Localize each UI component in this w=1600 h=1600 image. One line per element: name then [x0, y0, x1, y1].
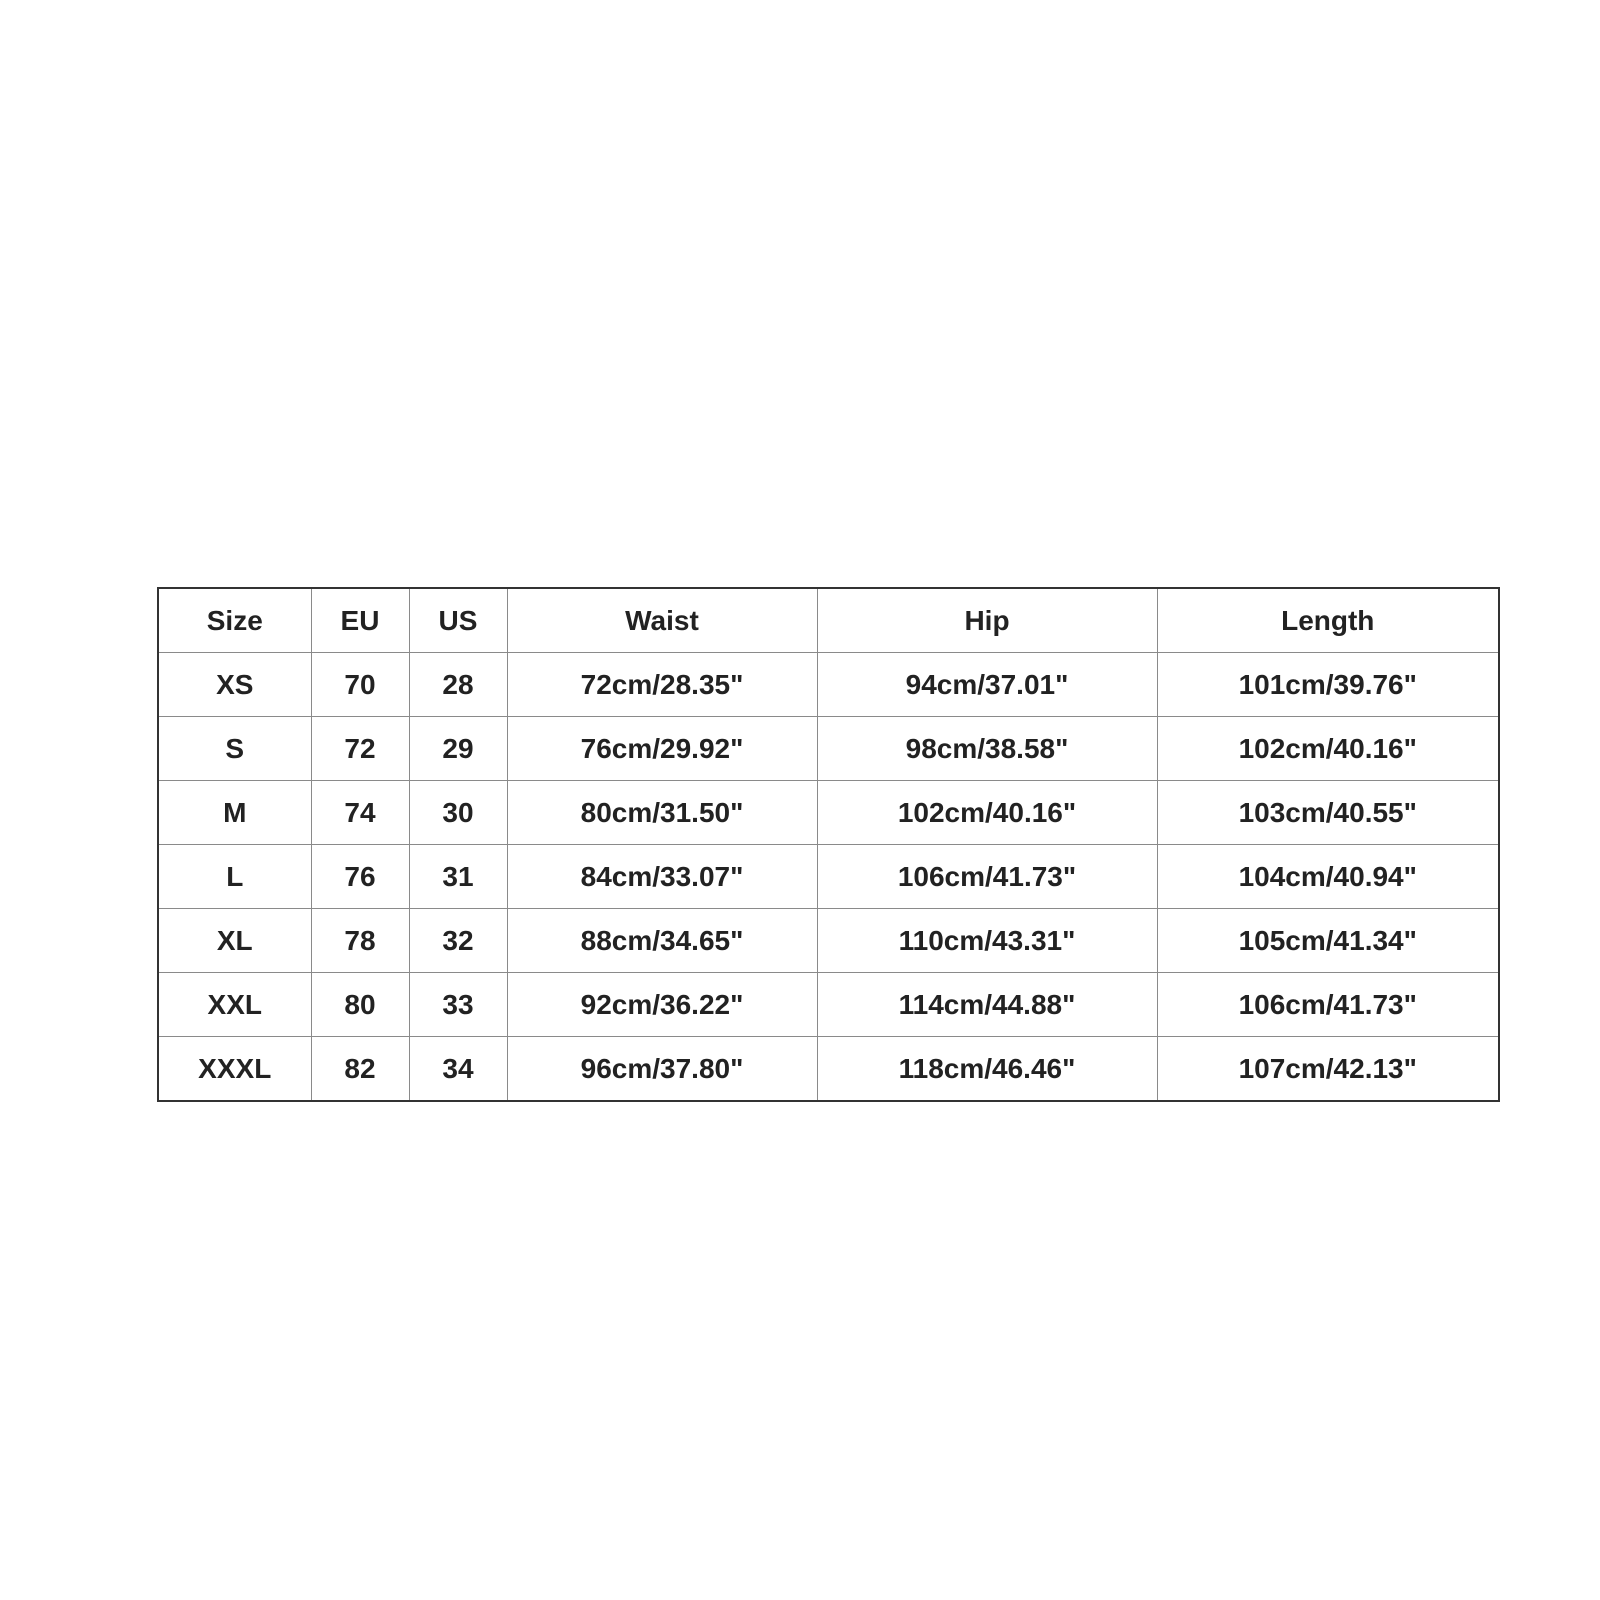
cell-length: 107cm/42.13" — [1157, 1037, 1499, 1102]
cell-waist: 80cm/31.50" — [507, 781, 817, 845]
cell-eu: 78 — [311, 909, 409, 973]
table-row — [158, 973, 1499, 1037]
cell-hip: 114cm/44.88" — [817, 973, 1157, 1037]
header-row — [158, 588, 1499, 653]
cell-eu: 80 — [311, 973, 409, 1037]
cell-eu: 70 — [311, 653, 409, 717]
cell-size: XL — [158, 909, 311, 973]
cell-waist: 84cm/33.07" — [507, 845, 817, 909]
cell-waist: 72cm/28.35" — [507, 653, 817, 717]
cell-us: 31 — [409, 845, 507, 909]
cell-us: 30 — [409, 781, 507, 845]
cell-us: 28 — [409, 653, 507, 717]
cell-eu: 72 — [311, 717, 409, 781]
table-row — [158, 909, 1499, 973]
cell-size: XXL — [158, 973, 311, 1037]
header-us: US — [409, 588, 507, 653]
cell-waist: 96cm/37.80" — [507, 1037, 817, 1102]
cell-us: 32 — [409, 909, 507, 973]
cell-us: 34 — [409, 1037, 507, 1102]
table-row — [158, 653, 1499, 717]
cell-size: S — [158, 717, 311, 781]
size-chart-table — [157, 587, 1500, 1102]
cell-hip: 110cm/43.31" — [817, 909, 1157, 973]
cell-eu: 82 — [311, 1037, 409, 1102]
header-eu: EU — [311, 588, 409, 653]
cell-size: L — [158, 845, 311, 909]
cell-length: 101cm/39.76" — [1157, 653, 1499, 717]
cell-waist: 88cm/34.65" — [507, 909, 817, 973]
cell-size: M — [158, 781, 311, 845]
cell-hip: 102cm/40.16" — [817, 781, 1157, 845]
cell-size: XXXL — [158, 1037, 311, 1102]
cell-hip: 106cm/41.73" — [817, 845, 1157, 909]
cell-waist: 76cm/29.92" — [507, 717, 817, 781]
cell-hip: 94cm/37.01" — [817, 653, 1157, 717]
header-hip: Hip — [817, 588, 1157, 653]
cell-eu: 74 — [311, 781, 409, 845]
cell-size: XS — [158, 653, 311, 717]
cell-length: 104cm/40.94" — [1157, 845, 1499, 909]
table-row — [158, 781, 1499, 845]
header-size: Size — [158, 588, 311, 653]
cell-eu: 76 — [311, 845, 409, 909]
cell-us: 29 — [409, 717, 507, 781]
table-row — [158, 1037, 1499, 1102]
cell-length: 103cm/40.55" — [1157, 781, 1499, 845]
cell-us: 33 — [409, 973, 507, 1037]
cell-length: 106cm/41.73" — [1157, 973, 1499, 1037]
cell-hip: 118cm/46.46" — [817, 1037, 1157, 1102]
header-length: Length — [1157, 588, 1499, 653]
cell-length: 102cm/40.16" — [1157, 717, 1499, 781]
table-row — [158, 717, 1499, 781]
cell-length: 105cm/41.34" — [1157, 909, 1499, 973]
table-row — [158, 845, 1499, 909]
cell-waist: 92cm/36.22" — [507, 973, 817, 1037]
header-waist: Waist — [507, 588, 817, 653]
cell-hip: 98cm/38.58" — [817, 717, 1157, 781]
